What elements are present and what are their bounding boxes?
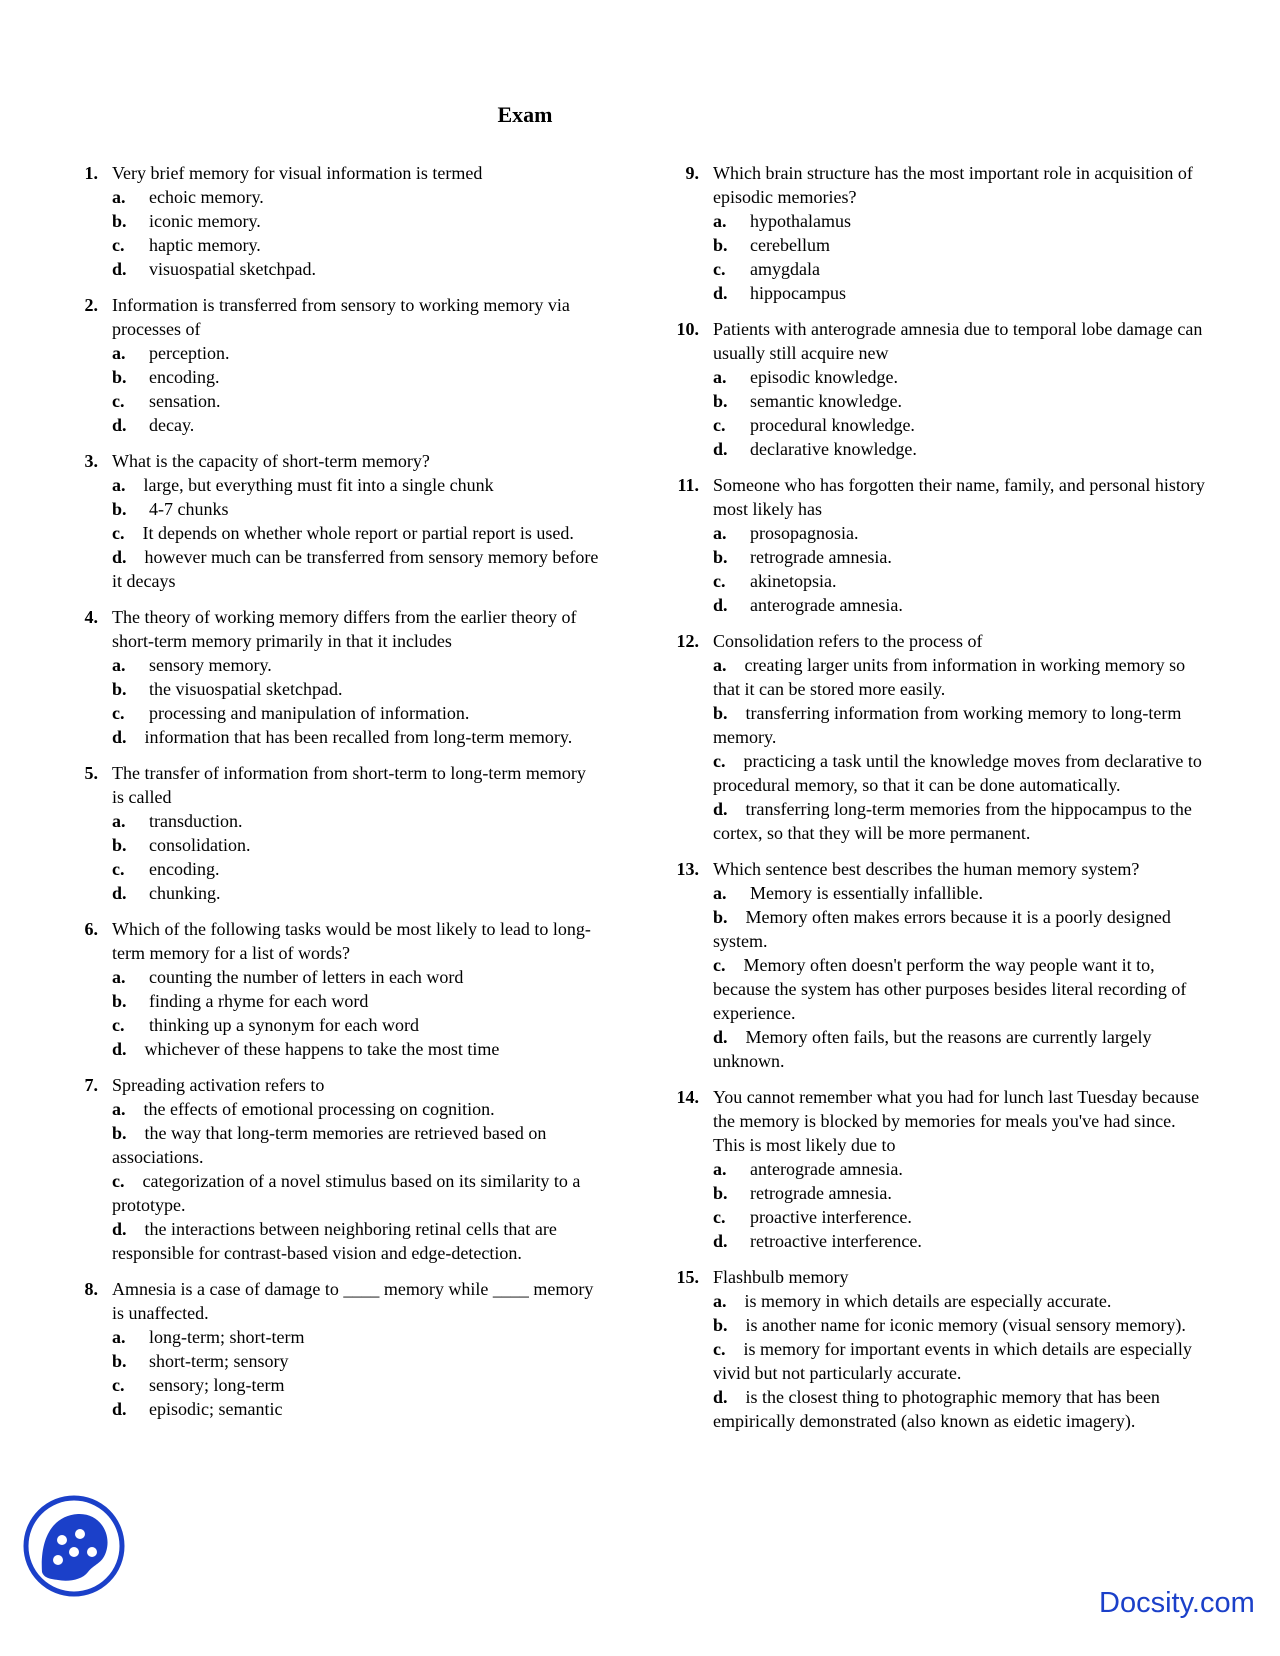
option-letter: d.: [112, 1399, 127, 1419]
question-text: Which of the following tasks would be most likely to lead to long-term memory for a list of words?: [112, 919, 591, 963]
option-letter: c.: [112, 1171, 125, 1191]
option-letter: d.: [112, 547, 127, 567]
option-text: long-term; short-term: [149, 1327, 305, 1347]
answer-option: [713, 1181, 1206, 1205]
option-text: practicing a task until the knowledge moves from declarative to procedural memory, so that it can be done automatically.: [713, 751, 1202, 795]
option-text: large, but everything must fit into a single chunk: [143, 475, 494, 495]
option-text: anterograde amnesia.: [750, 595, 903, 615]
answer-option: [713, 1025, 1206, 1073]
question-number: 7.: [84, 1075, 98, 1095]
option-text: hippocampus: [750, 283, 846, 303]
option-text: episodic knowledge.: [750, 367, 898, 387]
option-letter: b.: [112, 499, 127, 519]
option-text: short-term; sensory: [149, 1351, 289, 1371]
option-letter: c.: [713, 1339, 726, 1359]
option-text: encoding.: [149, 367, 220, 387]
option-letter: c.: [112, 235, 125, 255]
question-text: Very brief memory for visual information is termed: [112, 163, 483, 183]
option-text: cerebellum: [750, 235, 830, 255]
answer-option: [112, 1169, 600, 1217]
answer-option: [112, 1397, 600, 1421]
option-text: encoding.: [149, 859, 220, 879]
question-item: [70, 605, 600, 749]
option-text: categorization of a novel stimulus based on its similarity to a prototype.: [112, 1171, 581, 1215]
answer-option: [713, 389, 1206, 413]
option-text: information that has been recalled from long-term memory.: [144, 727, 573, 747]
option-letter: a.: [112, 1099, 126, 1119]
answer-option: [713, 701, 1206, 749]
answer-option: [713, 1205, 1206, 1229]
option-letter: b.: [112, 367, 127, 387]
option-letter: c.: [112, 859, 125, 879]
answer-option: [112, 233, 600, 257]
answer-option: [112, 725, 600, 749]
answer-option: [112, 809, 600, 833]
answer-option: [112, 185, 600, 209]
option-letter: b.: [112, 991, 127, 1011]
answer-option: [112, 521, 600, 545]
option-text: the way that long-term memories are retrieved based on associations.: [112, 1123, 547, 1167]
answer-option: [112, 1013, 600, 1037]
question-text: Which sentence best describes the human memory system?: [713, 859, 1140, 879]
answer-option: [112, 965, 600, 989]
option-text: is another name for iconic memory (visual sensory memory).: [745, 1315, 1186, 1335]
option-letter: c.: [713, 259, 726, 279]
option-text: procedural knowledge.: [750, 415, 915, 435]
answer-option: [713, 881, 1206, 905]
option-letter: b.: [713, 391, 728, 411]
option-letter: b.: [713, 907, 728, 927]
question-text: The transfer of information from short-term to long-term memory is called: [112, 763, 586, 807]
answer-option: [112, 389, 600, 413]
question-number: 6.: [84, 919, 98, 939]
answer-option: [713, 593, 1206, 617]
answer-option: [713, 365, 1206, 389]
option-text: Memory often makes errors because it is a poorly designed system.: [713, 907, 1171, 951]
option-letter: d.: [713, 1231, 728, 1251]
question-text: The theory of working memory differs from the earlier theory of short-term memory primarily in that it includes: [112, 607, 577, 651]
question-text: Which brain structure has the most important role in acquisition of episodic memories?: [713, 163, 1193, 207]
answer-option: [713, 569, 1206, 593]
question-number: 4.: [84, 607, 98, 627]
option-text: prosopagnosia.: [750, 523, 859, 543]
question-text: Spreading activation refers to: [112, 1075, 325, 1095]
option-letter: b.: [112, 1351, 127, 1371]
option-letter: d.: [112, 1039, 127, 1059]
question-text: Amnesia is a case of damage to ____ memory while ____ memory is unaffected.: [112, 1279, 594, 1323]
option-text: haptic memory.: [149, 235, 261, 255]
answer-option: [713, 545, 1206, 569]
question-item: [70, 1073, 600, 1265]
answer-option: [112, 341, 600, 365]
answer-option: [713, 797, 1206, 845]
option-letter: c.: [713, 955, 726, 975]
question-number: 12.: [676, 631, 699, 651]
option-text: iconic memory.: [149, 211, 261, 231]
option-letter: d.: [112, 727, 127, 747]
question-number: 2.: [84, 295, 98, 315]
answer-option: [112, 1325, 600, 1349]
option-letter: c.: [112, 391, 125, 411]
option-text: 4-7 chunks: [149, 499, 229, 519]
question-number: 15.: [676, 1267, 699, 1287]
option-letter: d.: [112, 259, 127, 279]
option-letter: a.: [112, 655, 126, 675]
page-title: Exam: [497, 102, 553, 127]
option-letter: b.: [112, 1123, 127, 1143]
answer-option: [112, 653, 600, 677]
question-item: [70, 1277, 600, 1421]
option-letter: d.: [713, 1387, 728, 1407]
question-item: [671, 317, 1206, 461]
answer-option: [112, 365, 600, 389]
option-letter: a.: [713, 1291, 727, 1311]
answer-option: [713, 749, 1206, 797]
option-letter: d.: [713, 799, 728, 819]
option-letter: a.: [713, 367, 727, 387]
question-item: [70, 449, 600, 593]
option-text: anterograde amnesia.: [750, 1159, 903, 1179]
question-number: 13.: [676, 859, 699, 879]
option-letter: d.: [713, 283, 728, 303]
answer-option: [112, 1217, 600, 1265]
question-text: What is the capacity of short-term memory?: [112, 451, 430, 471]
option-text: is the closest thing to photographic memory that has been empirically demonstrated (also known as eidetic imagery).: [713, 1387, 1160, 1431]
option-text: semantic knowledge.: [750, 391, 902, 411]
option-letter: d.: [713, 439, 728, 459]
answer-option: [713, 1229, 1206, 1253]
question-number: 3.: [84, 451, 98, 471]
option-text: amygdala: [750, 259, 820, 279]
question-item: [671, 1265, 1206, 1433]
option-letter: d.: [112, 415, 127, 435]
option-text: Memory often fails, but the reasons are currently largely unknown.: [713, 1027, 1152, 1071]
question-number: 8.: [84, 1279, 98, 1299]
option-text: transferring long-term memories from the hippocampus to the cortex, so that they will be more permanent.: [713, 799, 1192, 843]
option-text: consolidation.: [149, 835, 251, 855]
option-letter: a.: [713, 211, 727, 231]
option-text: creating larger units from information in working memory so that it can be stored more easily.: [713, 655, 1186, 699]
answer-option: [713, 653, 1206, 701]
option-letter: b.: [713, 1315, 728, 1335]
option-letter: a.: [112, 811, 126, 831]
option-letter: a.: [713, 1159, 727, 1179]
answer-option: [112, 497, 600, 521]
option-letter: b.: [713, 703, 728, 723]
answer-option: [112, 1349, 600, 1373]
answer-option: [713, 905, 1206, 953]
question-text: Information is transferred from sensory to working memory via processes of: [112, 295, 570, 339]
right-column: [671, 161, 1206, 1445]
option-text: transferring information from working memory to long-term memory.: [713, 703, 1182, 747]
option-letter: c.: [112, 1015, 125, 1035]
docsity-brand-link[interactable]: Docsity.com: [1099, 1587, 1255, 1619]
question-number: 5.: [84, 763, 98, 783]
option-text: retroactive interference.: [750, 1231, 922, 1251]
question-number: 11.: [677, 475, 699, 495]
option-letter: d.: [112, 883, 127, 903]
question-text: Flashbulb memory: [713, 1267, 849, 1287]
option-text: retrograde amnesia.: [750, 547, 892, 567]
question-text: You cannot remember what you had for lunch last Tuesday because the memory is blocked by memories for meals you've had since. This is most likely due to: [713, 1087, 1200, 1155]
answer-option: [713, 953, 1206, 1025]
answer-option: [112, 473, 600, 497]
question-item: [671, 857, 1206, 1073]
option-text: chunking.: [149, 883, 221, 903]
question-text: Consolidation refers to the process of: [713, 631, 983, 651]
question-number: 9.: [685, 163, 699, 183]
option-letter: b.: [713, 1183, 728, 1203]
answer-option: [713, 281, 1206, 305]
answer-option: [112, 1037, 600, 1061]
option-letter: a.: [713, 523, 727, 543]
answer-option: [112, 209, 600, 233]
option-letter: c.: [112, 523, 125, 543]
question-item: [671, 1085, 1206, 1253]
option-letter: b.: [112, 211, 127, 231]
answer-option: [713, 1337, 1206, 1385]
answer-option: [713, 1313, 1206, 1337]
answer-option: [112, 1097, 600, 1121]
question-item: [671, 161, 1206, 305]
question-text: Patients with anterograde amnesia due to temporal lobe damage can usually still acquire new: [713, 319, 1203, 363]
answer-option: [713, 1157, 1206, 1181]
option-letter: a.: [112, 1327, 126, 1347]
answer-option: [112, 257, 600, 281]
question-number: 1.: [84, 163, 98, 183]
answer-option: [112, 701, 600, 725]
question-item: [70, 761, 600, 905]
question-number: 14.: [676, 1087, 699, 1107]
answer-option: [713, 233, 1206, 257]
option-text: akinetopsia.: [750, 571, 837, 591]
question-item: [70, 917, 600, 1061]
answer-option: [112, 989, 600, 1013]
option-letter: b.: [713, 235, 728, 255]
option-text: sensory memory.: [149, 655, 272, 675]
option-letter: a.: [112, 187, 126, 207]
option-text: visuospatial sketchpad.: [149, 259, 316, 279]
option-text: It depends on whether whole report or partial report is used.: [142, 523, 574, 543]
docsity-logo-icon[interactable]: [22, 1494, 126, 1598]
option-text: episodic; semantic: [149, 1399, 283, 1419]
option-text: retrograde amnesia.: [750, 1183, 892, 1203]
option-letter: b.: [112, 835, 127, 855]
option-text: proactive interference.: [750, 1207, 912, 1227]
option-text: hypothalamus: [750, 211, 851, 231]
option-text: counting the number of letters in each word: [149, 967, 464, 987]
option-letter: d.: [112, 1219, 127, 1239]
option-letter: c.: [713, 751, 726, 771]
option-letter: a.: [112, 967, 126, 987]
option-text: is memory in which details are especially accurate.: [744, 1291, 1112, 1311]
question-item: [70, 161, 600, 281]
answer-option: [112, 413, 600, 437]
option-text: the effects of emotional processing on cognition.: [143, 1099, 495, 1119]
option-text: Memory is essentially infallible.: [750, 883, 983, 903]
option-text: Memory often doesn't perform the way people want it to, because the system has other purposes besides literal recording of experience.: [713, 955, 1187, 1023]
question-text: Someone who has forgotten their name, family, and personal history most likely has: [713, 475, 1205, 519]
answer-option: [713, 257, 1206, 281]
option-text: finding a rhyme for each word: [149, 991, 369, 1011]
option-text: declarative knowledge.: [750, 439, 917, 459]
option-letter: c.: [713, 1207, 726, 1227]
option-text: sensation.: [149, 391, 221, 411]
answer-option: [112, 857, 600, 881]
option-text: the interactions between neighboring retinal cells that are responsible for contrast-based vision and edge-detection.: [112, 1219, 557, 1263]
option-text: thinking up a synonym for each word: [149, 1015, 419, 1035]
question-item: [70, 293, 600, 437]
question-item: [671, 473, 1206, 617]
answer-option: [112, 677, 600, 701]
option-text: decay.: [149, 415, 195, 435]
option-letter: c.: [713, 571, 726, 591]
option-text: sensory; long-term: [149, 1375, 285, 1395]
option-letter: d.: [713, 1027, 728, 1047]
option-letter: b.: [112, 679, 127, 699]
answer-option: [112, 881, 600, 905]
option-letter: c.: [112, 1375, 125, 1395]
answer-option: [713, 209, 1206, 233]
option-letter: b.: [713, 547, 728, 567]
answer-option: [713, 413, 1206, 437]
answer-option: [112, 1121, 600, 1169]
option-letter: a.: [713, 883, 727, 903]
answer-option: [112, 545, 600, 593]
answer-option: [112, 1373, 600, 1397]
option-letter: c.: [112, 703, 125, 723]
option-letter: a.: [112, 475, 126, 495]
option-letter: c.: [713, 415, 726, 435]
answer-option: [713, 521, 1206, 545]
option-text: processing and manipulation of information.: [149, 703, 470, 723]
answer-option: [713, 1289, 1206, 1313]
option-letter: d.: [713, 595, 728, 615]
option-letter: a.: [112, 343, 126, 363]
option-text: the visuospatial sketchpad.: [149, 679, 343, 699]
question-number: 10.: [676, 319, 699, 339]
option-text: is memory for important events in which details are especially vivid but not particularly accurate.: [713, 1339, 1192, 1383]
left-column: [70, 161, 600, 1433]
option-text: however much can be transferred from sensory memory before it decays: [112, 547, 599, 591]
answer-option: [713, 437, 1206, 461]
question-item: [671, 629, 1206, 845]
answer-option: [713, 1385, 1206, 1433]
option-text: echoic memory.: [149, 187, 264, 207]
option-letter: a.: [713, 655, 727, 675]
option-text: transduction.: [149, 811, 243, 831]
answer-option: [112, 833, 600, 857]
option-text: whichever of these happens to take the most time: [144, 1039, 500, 1059]
option-text: perception.: [149, 343, 230, 363]
